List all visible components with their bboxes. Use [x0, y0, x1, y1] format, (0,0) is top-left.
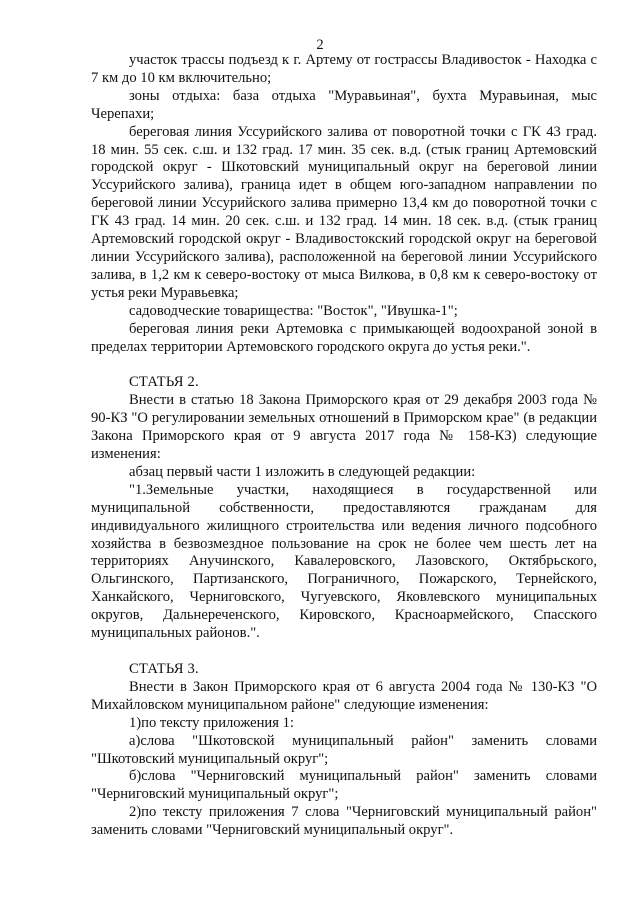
page-number: 2	[316, 37, 324, 53]
document-page	[91, 36, 597, 840]
paragraph-recreation-zones: зоны отдыха: база отдыха "Муравьиная", бухта Муравьиная, мыс Черепахи;	[91, 87, 597, 122]
paragraph-garden-partnerships: садоводческие товарищества: "Восток", "Ивушка-1";	[129, 302, 458, 319]
article-3-item-1: 1)по тексту приложения 1:	[129, 714, 294, 731]
article-3-item-1a: а)слова "Шкотовской муниципальный район" заменить словами "Шкотовский муниципальный округ";	[91, 732, 597, 767]
article-3-item-1b: б)слова "Черниговский муниципальный район" заменить словами "Черниговский муниципальный округ";	[91, 768, 597, 803]
article-2-quote: "1.Земельные участки, находящиеся в государственной или муниципальной собственности, предоставляются гражданам для индивидуального жилищного строительства или ведения личного подсобного хозяйства в безвозмездное пользование на срок не более чем шесть лет на территориях Анучинского, Кавалеровского, Лазовского, Октябрьского, Ольгинского, Партизанского, Пограничного, Пожарского, Тернейского, Ханкайского, Черниговского, Чугуевского, Яковлевского муниципальных округов, Дальнереченского, Кировского, Красноармейского, Спасского муниципальных районов.".	[91, 481, 597, 642]
article-3-intro: Внести в Закон Приморского края от 6 августа 2004 года № 130-КЗ "О Михайловском муниципальном районе" следующие изменения:	[91, 678, 597, 713]
article-2-item: абзац первый части 1 изложить в следующей редакции:	[129, 463, 476, 480]
document-body	[91, 52, 597, 840]
article-3-title: СТАТЬЯ 3.	[129, 661, 199, 677]
article-3-item-2: 2)по тексту приложения 7 слова "Черниговский муниципальный район" заменить словами "Черниговский муниципальный округ".	[91, 804, 597, 839]
article-2-title: СТАТЬЯ 2.	[129, 374, 199, 391]
article-2-intro: Внести в статью 18 Закона Приморского края от 29 декабря 2003 года № 90-КЗ "О регулировании земельных отношений в Приморском крае" (в редакции Закона Приморского края от 9 августа 2017 года № 158-КЗ) следующие изменения:	[91, 392, 597, 463]
paragraph-artemovka-river: береговая линия реки Артемовка с примыкающей водоохраной зоной в пределах территории Артемовского городского округа до устья реки.".	[91, 320, 597, 355]
paragraph-ussuri-coastline: береговая линия Уссурийского залива от поворотной точки с ГК 43 град. 18 мин. 55 сек. с.ш. и 132 град. 17 мин. 35 сек. в.д. (стык границ Артемовский городской округ - Шкотовский муниципальный округ на береговой линии Уссурийского залива), граница идет в общем юго-западном направлении по береговой линии Уссурийского залива примерно 13,4 км до поворотной точки с ГК 43 град. 14 мин. 20 сек. с.ш. и 132 град. 14 мин. 18 сек. в.д. (стык границ Артемовский городской округ - Владивостокский городской округ на береговой линии Уссурийского залива), расположенной на береговой линии Уссурийского залива, в 1,2 км к северо-востоку от мыса Вилкова, в 0,8 км к северо-востоку от устья реки Муравьевка;	[91, 123, 597, 301]
paragraph-highway-section: участок трассы подъезд к г. Артему от гострассы Владивосток - Находка с 7 км до 10 км включительно;	[91, 52, 597, 86]
